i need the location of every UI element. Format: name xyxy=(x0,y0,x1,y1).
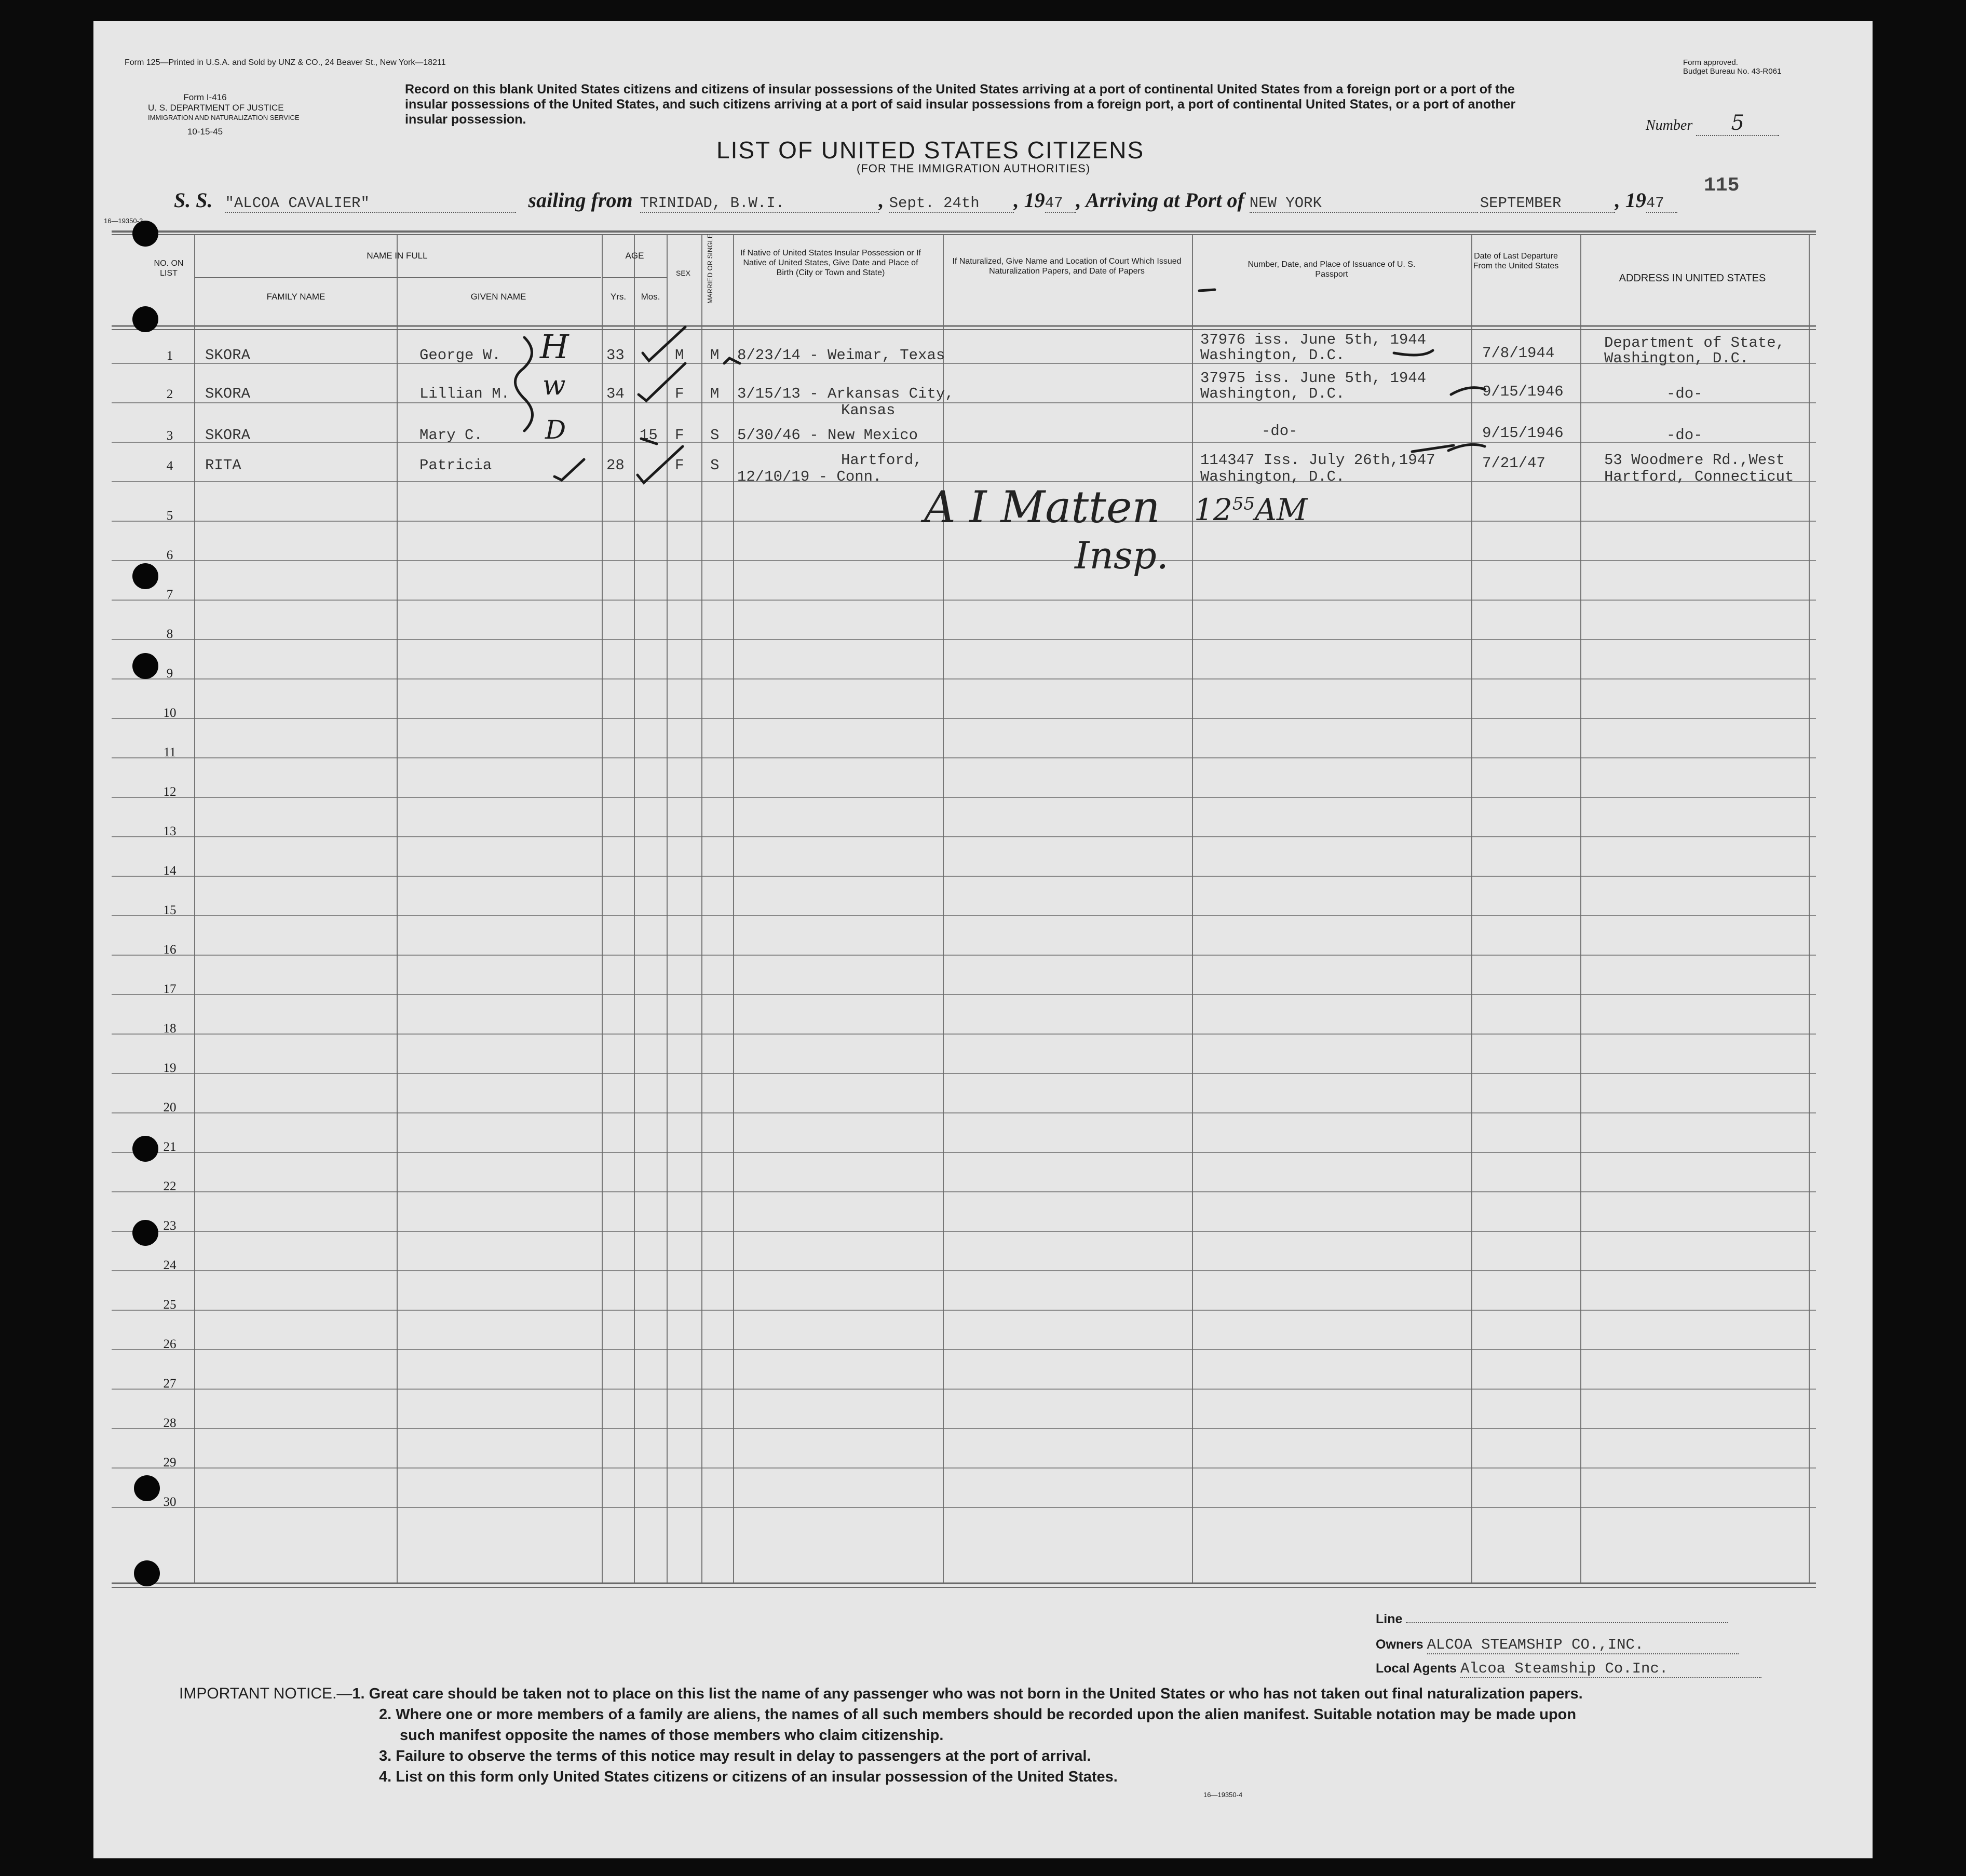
line-label: Line xyxy=(1376,1612,1403,1626)
address-line-1: Department of State, xyxy=(1604,334,1785,351)
family-name: RITA xyxy=(205,457,241,474)
handwritten-mark: D xyxy=(545,415,566,445)
row-number: 4 xyxy=(166,459,173,473)
col-mos: Mos. xyxy=(641,292,660,302)
form-approval xyxy=(1683,58,1781,76)
row-number: 9 xyxy=(166,667,173,681)
col-married: MARRIED OR SINGLE xyxy=(706,234,714,304)
row-number: 24 xyxy=(163,1258,177,1272)
row-number: 21 xyxy=(163,1140,177,1154)
notice-line-2: 2. Where one or more members of a family are aliens, the names of all such members should be recorded upon the alien manifest. Suitable notation may be made upon xyxy=(379,1706,1577,1723)
passport-line-2: Washington, D.C. xyxy=(1200,468,1345,485)
number-label: Number xyxy=(1646,117,1693,133)
passport-line-1: 114347 Iss. July 26th,1947 xyxy=(1200,452,1435,469)
address-line-1: -do- xyxy=(1666,385,1703,402)
sailing-from: TRINIDAD, B.W.I. xyxy=(640,195,879,213)
agents-value: Alcoa Steamship Co.Inc. xyxy=(1460,1660,1761,1678)
notice-line-3: 3. Failure to observe the terms of this notice may result in delay to passengers at the port of arrival. xyxy=(379,1748,1091,1765)
record-notice: Record on this blank United States citizens and citizens of insular possessions of the United States arriving at a port of continental United States from a foreign port or a port of the insular possessions of the United States, and such citizens arriving at a port of said insular possessions from a foreign port, a port of continental United States, or a port of another insular possession. xyxy=(405,82,1516,127)
birth-line-1: 5/30/46 - New Mexico xyxy=(737,427,918,444)
agents-label: Local Agents xyxy=(1376,1661,1457,1676)
col-family: FAMILY NAME xyxy=(266,292,326,302)
page-subtitle: (FOR THE IMMIGRATION AUTHORITIES) xyxy=(857,162,1091,175)
row-number: 11 xyxy=(163,745,177,759)
col-naturalized: If Naturalized, Give Name and Location of Court Which Issued Naturalization Papers, and Date of Papers xyxy=(952,257,1182,276)
family-name: SKORA xyxy=(205,347,251,364)
row-number: 29 xyxy=(163,1456,177,1470)
given-name: Mary C. xyxy=(419,427,483,444)
number-value: 5 xyxy=(1696,111,1779,136)
voyage-line: S. S. "ALCOA CAVALIER" sailing from TRINIDAD, B.W.I. , Sept. 24th , 1947 , Arriving at Port of NEW YORK SEPTEMBER , 1947 xyxy=(174,188,1677,213)
row-number: 1 xyxy=(166,349,173,363)
arrival-port: NEW YORK xyxy=(1250,195,1478,213)
row-number: 10 xyxy=(163,706,177,720)
marital-status: S xyxy=(710,427,720,444)
sex: F xyxy=(675,457,684,474)
sex: F xyxy=(675,385,684,402)
arrival-year: 47 xyxy=(1646,195,1677,213)
row-number: 30 xyxy=(163,1495,177,1509)
age-years: 33 xyxy=(606,347,625,364)
row-number: 12 xyxy=(163,785,177,799)
year-prefix: 19 xyxy=(1024,188,1045,212)
footer-agents-field xyxy=(1376,1660,1761,1678)
page-number: 115 xyxy=(1704,174,1740,197)
birth-line-2: 12/10/19 - Conn. xyxy=(737,468,882,485)
notice-1: 1. Great care should be taken not to place on this list the name of any passenger who was not born in the United States or who has not taken out final naturalization papers. xyxy=(352,1685,1583,1702)
col-passport: Number, Date, and Place of Issuance of U. S. Passport xyxy=(1248,260,1416,279)
notice-line-4: 4. List on this form only United States citizens or citizens of an insular possession of the United States. xyxy=(379,1769,1118,1786)
row-number: 19 xyxy=(163,1061,177,1075)
row-number: 15 xyxy=(163,903,177,917)
row-number: 27 xyxy=(163,1377,177,1391)
punch-hole xyxy=(134,1560,160,1586)
notice-line-2b: such manifest opposite the names of those members who claim citizenship. xyxy=(400,1727,944,1744)
form-code-footer: 16—19350-4 xyxy=(1203,1791,1243,1799)
row-number: 6 xyxy=(166,548,173,562)
time-suffix: AM xyxy=(1255,492,1308,527)
row-number: 8 xyxy=(166,627,173,641)
age-months: 15 xyxy=(640,427,658,444)
arrival-month: SEPTEMBER xyxy=(1480,195,1615,213)
passport-line-2: Washington, D.C. xyxy=(1200,385,1345,402)
departure-date: 9/15/1946 xyxy=(1482,383,1564,400)
owners-value: ALCOA STEAMSHIP CO.,INC. xyxy=(1427,1636,1739,1654)
form-id-block xyxy=(148,92,300,138)
passport-line-2: Washington, D.C. xyxy=(1200,347,1345,364)
col-given: GIVEN NAME xyxy=(470,292,526,302)
row-number: 13 xyxy=(163,824,177,838)
address-line-1: -do- xyxy=(1666,427,1703,444)
col-age: AGE xyxy=(625,251,644,261)
row-number: 7 xyxy=(166,588,173,602)
department: U. S. DEPARTMENT OF JUSTICE xyxy=(148,103,284,113)
budget-text: Budget Bureau No. 43-R061 xyxy=(1683,67,1782,76)
number-field xyxy=(1646,111,1779,136)
page-title: LIST OF UNITED STATES CITIZENS xyxy=(716,137,1145,164)
notice-line-1 xyxy=(179,1683,1583,1704)
approval-text: Form approved. xyxy=(1683,58,1738,67)
given-name: Patricia xyxy=(419,457,492,474)
row-number: 14 xyxy=(163,864,177,878)
line-value xyxy=(1406,1622,1728,1623)
inspector-signature: A I Matten xyxy=(924,482,1160,533)
handwritten-mark: H xyxy=(540,328,569,366)
ship-name: "ALCOA CAVALIER" xyxy=(225,195,516,213)
address-line-2: Washington, D.C. xyxy=(1604,350,1749,367)
passport-line-1: 37976 iss. June 5th, 1944 xyxy=(1200,331,1427,348)
row-number: 28 xyxy=(163,1416,177,1430)
sex: F xyxy=(675,427,684,444)
time-minutes: 55 xyxy=(1232,493,1255,514)
service: IMMIGRATION AND NATURALIZATION SERVICE xyxy=(148,113,300,121)
row-number: 16 xyxy=(163,943,177,957)
sex: M xyxy=(675,347,684,364)
punch-hole xyxy=(132,563,158,589)
address-line-1: 53 Woodmere Rd.,West xyxy=(1604,452,1785,469)
col-native: If Native of United States Insular Possession or If Native of United States, Give Date and Place of Birth (City or Town and State) xyxy=(740,249,921,278)
birth-line-1: 8/23/14 - Weimar, Texas xyxy=(737,347,945,364)
row-number: 17 xyxy=(163,982,177,996)
arrival-year-prefix: 19 xyxy=(1625,188,1646,212)
form-date: 10-15-45 xyxy=(187,127,223,137)
time-hour: 12 xyxy=(1194,492,1232,527)
row-number: 26 xyxy=(163,1337,177,1351)
notice-label: IMPORTANT NOTICE.— xyxy=(179,1685,352,1702)
printer-line: Form 125—Printed in U.S.A. and Sold by UNZ & CO., 24 Beaver St., New York—18211 xyxy=(125,58,446,67)
sailing-label: sailing from xyxy=(528,188,633,212)
marital-status: M xyxy=(710,347,720,364)
row-number: 3 xyxy=(166,429,173,443)
sailing-date: Sept. 24th xyxy=(889,195,1014,213)
row-number: 23 xyxy=(163,1219,177,1233)
handwritten-mark: w xyxy=(543,370,566,401)
given-name: Lillian M. xyxy=(419,385,510,402)
col-departure: Date of Last Departure From the United States xyxy=(1473,252,1559,271)
col-yrs: Yrs. xyxy=(610,292,627,302)
important-notice xyxy=(179,1683,1583,1787)
departure-date: 7/8/1944 xyxy=(1482,345,1555,362)
row-number: 5 xyxy=(166,509,173,523)
arrival-time xyxy=(1194,492,1307,527)
inspector-title: Insp. xyxy=(1075,534,1169,577)
footer-owners-field xyxy=(1376,1636,1739,1654)
birth-line-1: Hartford, xyxy=(841,452,923,469)
family-name: SKORA xyxy=(205,385,251,402)
row-number: 2 xyxy=(166,387,173,401)
sailing-year: 47 xyxy=(1045,195,1076,213)
birth-line-1: 3/15/13 - Arkansas City, xyxy=(737,385,954,402)
given-name: George W. xyxy=(419,347,501,364)
row-number: 18 xyxy=(163,1022,177,1036)
address-line-2: Hartford, Connecticut xyxy=(1604,468,1794,485)
col-address: ADDRESS IN UNITED STATES xyxy=(1619,273,1766,284)
row-number: 25 xyxy=(163,1298,177,1312)
arriving-label: Arriving at Port of xyxy=(1086,188,1244,212)
owners-label: Owners xyxy=(1376,1637,1423,1652)
ss-label: S. S. xyxy=(174,188,213,212)
departure-date: 7/21/47 xyxy=(1482,455,1545,472)
form-id: Form I-416 xyxy=(183,92,227,102)
col-sex: SEX xyxy=(675,269,690,277)
family-name: SKORA xyxy=(205,427,251,444)
form-code-left: 16—19350-2 xyxy=(104,217,143,225)
age-years: 28 xyxy=(606,457,625,474)
punch-hole xyxy=(132,306,158,332)
marital-status: M xyxy=(710,385,720,402)
footer-line-field xyxy=(1376,1612,1728,1627)
birth-line-2: Kansas xyxy=(841,402,896,419)
passport-line-1: -do- xyxy=(1262,423,1298,440)
age-years: 34 xyxy=(606,385,625,402)
row-number: 22 xyxy=(163,1179,177,1193)
marital-status: S xyxy=(710,457,720,474)
col-name-in-full: NAME IN FULL xyxy=(367,251,428,261)
col-no: NO. ON LIST xyxy=(154,259,184,278)
departure-date: 9/15/1946 xyxy=(1482,425,1564,442)
passport-line-1: 37975 iss. June 5th, 1944 xyxy=(1200,370,1427,387)
row-number: 20 xyxy=(163,1100,177,1114)
